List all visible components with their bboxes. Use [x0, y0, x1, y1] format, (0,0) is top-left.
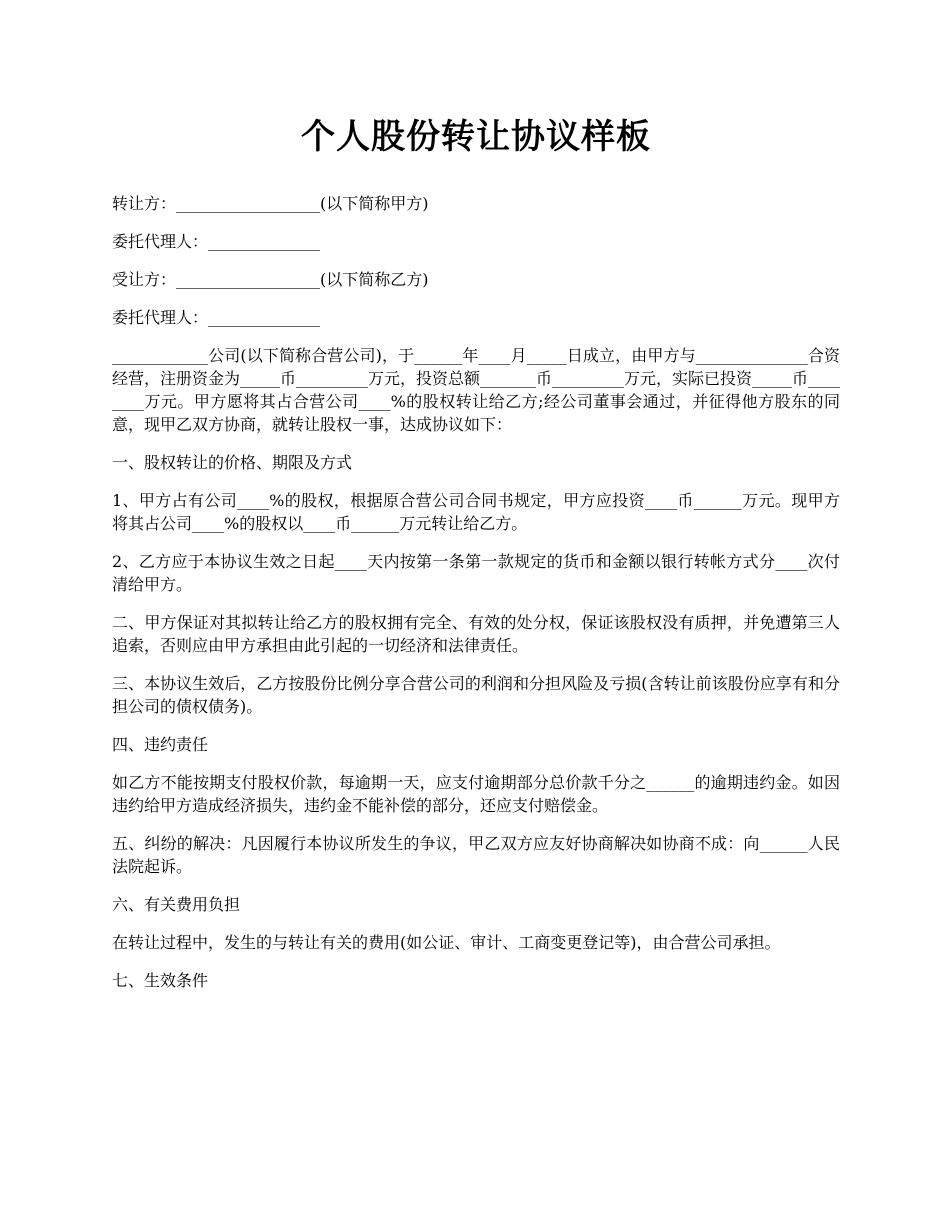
document-title: 个人股份转让协议样板 [301, 117, 651, 157]
section-heading-7: 七、生效条件 [112, 971, 209, 990]
document-page [112, 108, 840, 1007]
party-transferor: 转让方：__________________(以下简称甲方) [112, 194, 429, 213]
clause-1-1: 1、甲方占有公司____%的股权，根据原合营公司合同书规定，甲方应投资____币______万元。现甲方将其占公司____%的股权以____币______万元转让给乙方。 [112, 491, 840, 533]
section-heading-6: 六、有关费用负担 [112, 895, 241, 914]
transferee-agent: 委托代理人：______________ [112, 308, 321, 327]
party-transferee: 受让方：__________________(以下简称乙方) [112, 270, 429, 289]
section-heading-1: 一、股权转让的价格、期限及方式 [112, 453, 353, 472]
clause-1-2: 2、乙方应于本协议生效之日起____天内按第一条第一款规定的货币和金额以银行转帐方式分____次付清给甲方。 [112, 552, 840, 594]
section-3-paragraph: 三、本协议生效后，乙方按股份比例分享合营公司的利润和分担风险及亏损(含转让前该股份应享有和分担公司的债权债务)。 [112, 674, 840, 716]
transferor-agent: 委托代理人：______________ [112, 232, 321, 251]
section-2-paragraph: 二、甲方保证对其拟转让给乙方的股权拥有完全、有效的处分权，保证该股权没有质押，并免遭第三人追索，否则应由甲方承担由此引起的一切经济和法律责任。 [112, 613, 840, 655]
section-heading-4: 四、违约责任 [112, 735, 209, 754]
preamble-paragraph: ____________公司(以下简称合营公司)，于______年____月_____日成立，由甲方与______________合资经营，注册资金为_____币_________万元，投资总额_______币_________万元，实际已投资_____币________万元。甲方愿将其占合营公司____%的股权转让给乙方;经公司董事会通过，并征得他方股东的同意，现甲乙双方协商，就转让股权一事，达成协议如下： [112, 346, 841, 434]
section-4-paragraph: 如乙方不能按期支付股权价款，每逾期一天，应支付逾期部分总价款千分之______的逾期违约金。如因违约给甲方造成经济损失，违约金不能补偿的部分，还应支付赔偿金。 [112, 773, 840, 815]
section-6-paragraph: 在转让过程中，发生的与转让有关的费用(如公证、审计、工商变更登记等)，由合营公司承担。 [112, 933, 781, 952]
section-5-paragraph: 五、纠纷的解决：凡因履行本协议所发生的争议，甲乙双方应友好协商解决如协商不成：向______人民法院起诉。 [112, 834, 840, 876]
